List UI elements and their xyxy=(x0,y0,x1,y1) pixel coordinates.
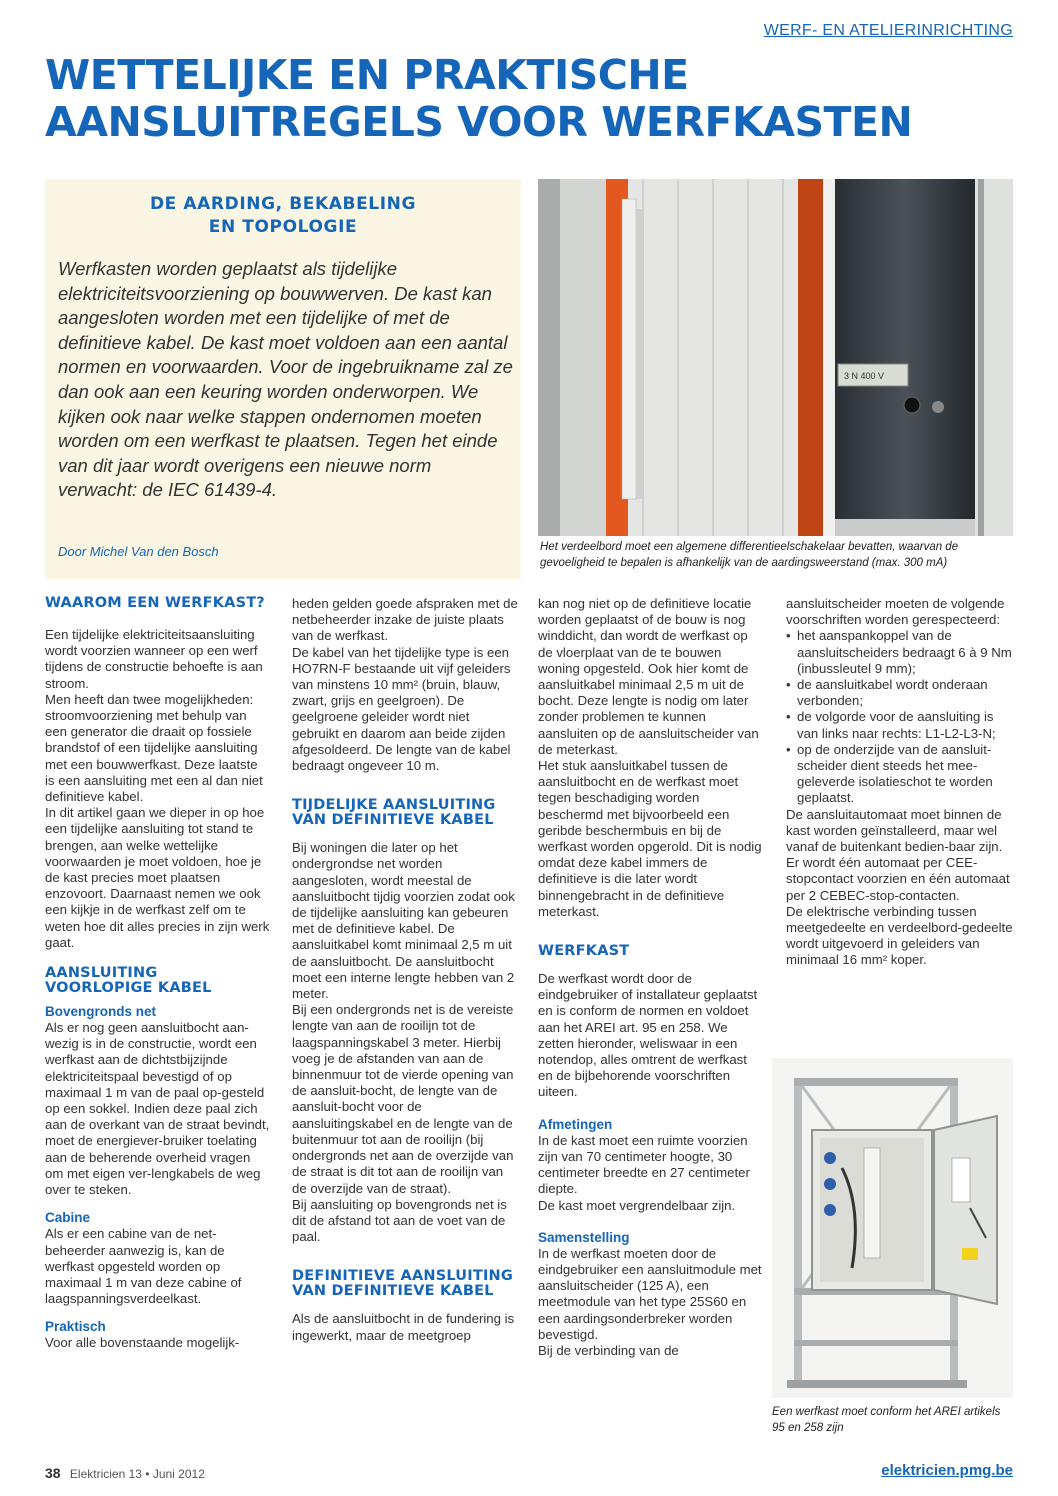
bullet-item: • de volgorde voor de aansluiting is van links naar rechts: L1-L2-L3-N; xyxy=(786,709,1014,741)
paragraph: In de kast moet een ruimte voorzien zijn van 70 centimeter hoogte, 30 centimeter breedte en 27 centimeter diepte. xyxy=(538,1132,750,1197)
intro-heading-line-2: EN TOPOLOGIE xyxy=(208,217,358,237)
heading-line: TIJDELIJKE AANSLUITING xyxy=(292,797,496,814)
voltage-label: 3 N 400 V xyxy=(844,371,885,381)
heading-line: VAN DEFINITIEVE KABEL xyxy=(292,812,494,829)
title-line-2: AANSLUITREGELS VOOR WERFKASTEN xyxy=(45,98,913,146)
paragraph: Bij de verbinding van de xyxy=(538,1342,679,1358)
paragraph: De aansluitautomaat moet binnen de kast worden geïnstalleerd, maar wel vanaf de buitenkant bedien-baar zijn. Er wordt één automaat per CEE-stopcontact voorzien en één automaat per 2 CEBEC-stop-contacten. xyxy=(786,806,1010,903)
paragraph: De kabel van het tijdelijke type is een HO7RN-F bestaande uit vijf geleiders van minstens 10 mm² (bruin, blauw, zwart, grijs en geelgroen). De geelgroene geleider wordt niet gebruikt en daarom aan beide zijden afgesoldeerd. De lengte van de kabel bedraagt ongeveer 10 m. xyxy=(292,644,511,774)
photo2-caption: Een werfkast moet conform het AREI artikels 95 en 258 zijn xyxy=(772,1406,1001,1434)
intro-heading xyxy=(45,193,521,239)
distribution-board-illustration xyxy=(538,179,1013,536)
heading-werfkast: WERFKAST xyxy=(538,943,630,960)
site-cabinet-illustration xyxy=(772,1058,1013,1398)
heading-line: VAN DEFINITIEVE KABEL xyxy=(292,1283,494,1300)
paragraph: Bij aansluiting op bovengronds net is dit de afstand tot aan de voet van de paal. xyxy=(292,1196,507,1245)
paragraph: In dit artikel gaan we dieper in op hoe een tijdelijke aansluiting tot stand te brengen, aan welke wettelijke voorwaarden je moet voldoen, hoe je de kast precies moet plaatsen enzovoort. Daarnaast nemen we ook een kijkje in de werfkast zelf om te weten hoe dit alles precies in zijn werk gaat. xyxy=(45,805,270,950)
subheading-bovengronds-net: Bovengronds net xyxy=(45,1004,157,1020)
column-2 xyxy=(292,596,518,1344)
paragraph: In de werfkast moeten door de eindgebruiker een aansluitmodule met aansluitscheider (125 A), een meetmodule van het type 25S60 en een aardingsonderbreker worden bevestigd. xyxy=(538,1245,762,1342)
distribution-board-photo xyxy=(538,179,1013,536)
column-3 xyxy=(538,596,764,1359)
byline: Door Michel Van den Bosch xyxy=(58,544,219,559)
paragraph: De elektrische verbinding tussen meetgedeelte en verdeelbord-gedeelte wordt uitgevoerd in geleiders van minimaal 16 mm² koper. xyxy=(786,903,1013,968)
section-tag: WERF- EN ATELIERINRICHTING xyxy=(763,22,1013,39)
site-cabinet-photo xyxy=(772,1058,1013,1398)
intro-text: Werfkasten worden geplaatst als tijdelijke elektriciteitsvoorziening op bouwwerven. De kast kan aangesloten worden met een tijdelijke of met de definitieve kabel. De kast moet voldoen aan een aantal normen en voorwaarden. Voor de ingebruikname zal ze dan ook aan een keuring worden onderworpen. We kijken ook naar welke stappen ondernomen moeten worden om een werfkast te plaatsen. Tegen het einde van dit jaar wordt overigens een nieuwe norm verwacht: de IEC 61439-4. xyxy=(58,258,513,501)
photo1-caption: Het verdeelbord moet een algemene differentieelschakelaar bevatten, waarvan de gevoeligheid te bepalen is afhankelijk van de aardingsweerstand (max. 300 mA) xyxy=(540,541,959,569)
heading-aansluiting-voorlopige-kabel xyxy=(45,966,270,996)
intro-box xyxy=(45,179,521,579)
article-title xyxy=(45,52,1025,146)
bullet-item: • de aansluitkabel wordt onderaan verbonden; xyxy=(786,677,1014,709)
paragraph: Bij een ondergronds net is de vereiste lengte van aan de rooilijn tot de laagspanningskabel 3 meter. Hierbij voeg je de afstanden van aan de binnenmuur tot de vierde opening van de aansluit-bocht, de lengte van de aansluit-bocht voor de aansluitingskabel en de lengte van de buitenmuur tot aan de rooilijn (bij ondergronds net aan de overzijde van de straat is dit tot aan de rooilijn van de overzijde van de straat). xyxy=(292,1002,514,1196)
paragraph: Als er een cabine van de net-beheerder aanwezig is, kan de werfkast opgesteld worden op maximaal 1 m van deze cabine of laagspanningsverdeelkast. xyxy=(45,1226,242,1307)
title-line-1: WETTELIJKE EN PRAKTISCHE xyxy=(45,51,689,99)
subheading-cabine: Cabine xyxy=(45,1210,91,1226)
paragraph: Voor alle bovenstaande mogelijk- xyxy=(45,1335,240,1351)
paragraph: De werfkast wordt door de eindgebruiker of installateur geplaatst en is conform de normen en voldoet aan het AREI art. 95 en 258. We zetten hieronder, weliswaar in een notendop, alles omtrent de werfkast en de bijbehorende voorschriften uiteen. xyxy=(538,971,758,1100)
paragraph: Als de aansluitbocht in de fundering is ingewerkt, maar de meetgroep xyxy=(292,1311,515,1343)
paragraph: heden gelden goede afspraken met de netbeheerder inzake de juiste plaats van de werfkast. xyxy=(292,596,518,644)
paragraph: De kast moet vergrendelbaar zijn. xyxy=(538,1197,736,1213)
paragraph: Een tijdelijke elektriciteitsaansluiting wordt voorzien wanneer op een werf tijdens de constructie behoefte is aan stroom. xyxy=(45,627,263,691)
heading-tijdelijke-aansluiting xyxy=(292,798,518,828)
intro-heading-line-1: DE AARDING, BEKABELING xyxy=(149,194,417,214)
subheading-praktisch: Praktisch xyxy=(45,1319,106,1335)
column-1 xyxy=(45,596,270,1352)
paragraph: Het stuk aansluitkabel tussen de aansluitbocht en de werfkast moet tegen beschadiging worden beschermd met bijvoorbeeld een geribde beschermbuis en bij de werfkast worden opgerold. Dit is nodig omdat deze kabel immers de definitieve is die later wordt binnengebracht in de definitieve meterkast. xyxy=(538,758,762,919)
paragraph: aansluitscheider moeten de volgende voorschriften worden gerespecteerd: xyxy=(786,596,1005,628)
heading-line: VOORLOPIGE KABEL xyxy=(45,980,212,997)
paragraph: Bij woningen die later op het ondergrondse net worden aangesloten, wordt meestal de aansluitbocht tijdig voorzien zodat ook de tijdelijke aansluiting kan gebeuren met de definitieve kabel. De aansluitkabel komt minimaal 2,5 m uit de aansluitbocht. De aansluitbocht moet een interne lengte hebben van 2 meter. xyxy=(292,840,515,1002)
column-4 xyxy=(786,596,1014,969)
subheading-afmetingen: Afmetingen xyxy=(538,1116,613,1132)
heading-waarom: WAAROM EEN WERFKAST? xyxy=(45,595,265,611)
paragraph: Als er nog geen aansluitbocht aan-wezig is in de constructie, wordt een werfkast aan de dichtstbijzijnde elektriciteitspaal bevestigd of op maximaal 1 m van de paal op-gesteld op een sokkel. Indien deze paal zich aan de overkant van de straat bevindt, moet de energiever-bruiker toelating aan de beherende overheid vragen om met eigen ver-lengkabels de weg over te steken. xyxy=(45,1020,270,1198)
page-number: 38 xyxy=(45,1465,61,1481)
footer-left xyxy=(45,1465,205,1481)
paragraph: kan nog niet op de definitieve locatie worden geplaatst of de bouw is nog winddicht, dan wordt de werfkast op de vloerplaat van de te bouwen woning opgesteld. Ook hier komt de aansluitkabel minimaal 2,5 m uit de bocht. Deze lengte is nodig om later zonder problemen te kunnen aansluiten op de aansluitscheider van de meterkast. xyxy=(538,596,759,757)
publication-info: Elektricien 13 • Juni 2012 xyxy=(69,1467,205,1481)
heading-definitieve-aansluiting xyxy=(292,1269,518,1299)
heading-line: DEFINITIEVE AANSLUITING xyxy=(292,1268,513,1285)
bullet-item: • het aanspankoppel van de aansluitscheiders bedraagt 6 à 9 Nm (inbussleutel 9 mm); xyxy=(786,628,1014,677)
paragraph: Men heeft dan twee mogelijkheden: stroomvoorziening met behulp van een generator die draait op fossiele brandstof of een tijdelijke aansluiting met een bouwwerfkast. Deze laatste is een aansluiting met een al dan niet definitieve kabel. xyxy=(45,691,263,805)
heading-line: AANSLUITING xyxy=(45,965,158,982)
subheading-samenstelling: Samenstelling xyxy=(538,1229,630,1245)
website-link[interactable]: elektricien.pmg.be xyxy=(881,1462,1013,1479)
bullet-item: • op de onderzijde van de aansluit-scheider dient steeds het mee-geleverde isolatieschot te worden geplaatst. xyxy=(786,742,1014,807)
